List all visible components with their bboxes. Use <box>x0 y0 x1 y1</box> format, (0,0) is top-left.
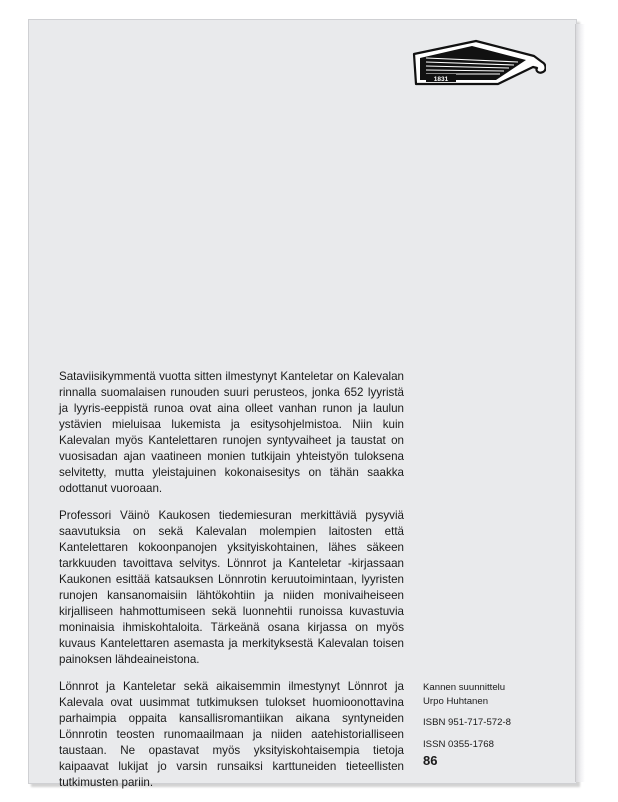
book-spine-edge <box>575 24 585 782</box>
kantele-icon <box>406 34 546 94</box>
cover-design-label: Kannen suunnittelu <box>423 682 506 693</box>
blurb-paragraph: Sataviisikymmentä vuotta sitten ilmestynyt Kanteletar on Kalevalan rinnalla suomalaisen runouden suuri perusteos, jonka 652 lyyristä ja lyyris-eeppistä runoa ovat aina olleet vanhan runon ja laulun ystävien mieluisaa lukemista ja esitysohjelmistoa. Niin kuin Kalevalan myös Kantelettaren runojen syntyvaiheet ja taustat on vuosisadan ajan vaatineen monien tutkijain yhteistyön tuloksena selvitetty, mutta yleistajuinen kokonaisesitys on tähän saakka odottanut vuoroaan. <box>59 370 404 495</box>
publication-credits <box>423 681 563 769</box>
isbn-line: ISBN 951-717-572-8 <box>423 717 511 728</box>
blurb-paragraph: Lönnrot ja Kanteletar sekä aikaisemmin ilmestynyt Lönnrot ja Kalevala ovat uusimmat tutkimuksen tulokset huomioonottavina parhaimpia oppaita kansallisromantiikan aikana syntyneiden Lönnrotin teosten runomaailmaan ja niiden aatehistorialliseen taustaan. Ne opastavat myös yksityiskohtaisempia tietoja kaipaavat lukijat jo varsin runsaiksi karttuneiden tieteellisten tutkimusten pariin. <box>59 680 404 789</box>
blurb-text <box>59 369 404 802</box>
logo-year: 1831 <box>433 76 449 83</box>
blurb-paragraph: Professori Väinö Kaukosen tiedemiesuran merkittäviä pysyviä saavutuksia on sekä Kalevalan molempien laitosten että Kantelettaren kokoonpanojen yksityiskohtainen, lähes säkeen tarkkuuden tavoittava selvitys. Lönnrot ja Kanteletar -kirjassaan Kaukonen esittää katsauksen Lönnrotin keruutoimintaan, lyyristen runojen kansanomaisiin lähtökohtiin ja niiden monivaiheiseen kirjalliseen hahmottumiseen sekä luonnehtii runoissa kuvastuvia moninaisia ihmiskohtaloita. Tärkeänä osana kirjassa on myös kuvaus Kantelettaren asemasta ja merkityksestä Kalevalan toisen painoksen lähdeaineistona. <box>59 509 404 666</box>
series-number: 86 <box>423 753 438 768</box>
cover-designer-name: Urpo Huhtanen <box>423 695 489 707</box>
issn-line: ISSN 0355-1768 <box>423 738 494 750</box>
